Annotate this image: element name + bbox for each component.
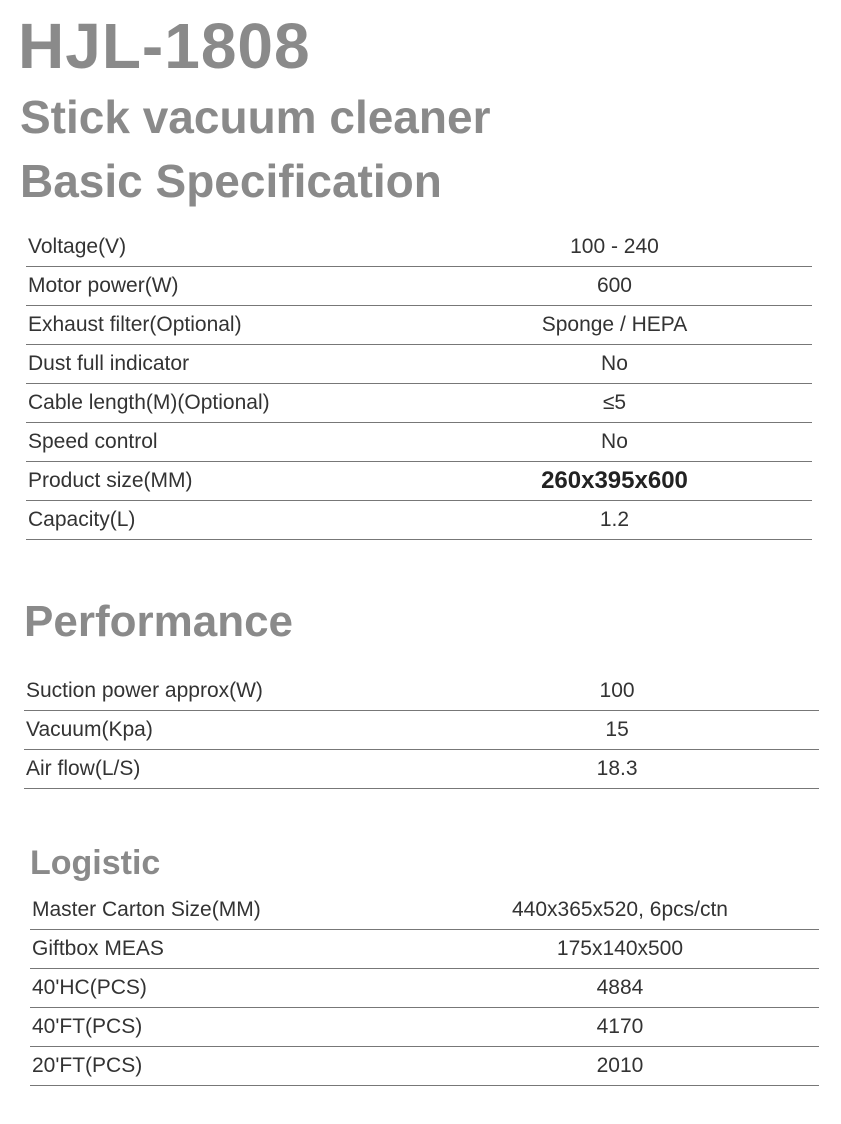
table-row: [30, 1047, 819, 1086]
table-row: [24, 672, 819, 711]
row-value: 4884: [421, 969, 819, 1008]
row-label: Speed control: [26, 423, 417, 462]
row-value: 18.3: [415, 750, 819, 789]
row-value: Sponge / HEPA: [417, 306, 812, 345]
row-label: Giftbox MEAS: [30, 930, 421, 969]
logistic-heading: Logistic: [30, 844, 161, 882]
row-label: Cable length(M)(Optional): [26, 384, 417, 423]
row-label: 20'FT(PCS): [30, 1047, 421, 1086]
table-row: [26, 501, 812, 540]
row-value: 1.2: [417, 501, 812, 540]
row-label: Capacity(L): [26, 501, 417, 540]
row-value: 600: [417, 267, 812, 306]
table-row: [24, 750, 819, 789]
row-value: 260x395x600: [417, 462, 812, 501]
row-value: 100: [415, 672, 819, 711]
row-value: No: [417, 345, 812, 384]
table-row: [24, 711, 819, 750]
table-row: [26, 462, 812, 501]
model-number: HJL-1808: [18, 10, 311, 82]
row-value: 440x365x520, 6pcs/ctn: [421, 891, 819, 930]
table-row: [26, 384, 812, 423]
table-row: [26, 423, 812, 462]
row-label: Vacuum(Kpa): [24, 711, 415, 750]
row-label: Dust full indicator: [26, 345, 417, 384]
row-label: 40'FT(PCS): [30, 1008, 421, 1047]
row-value: 100 - 240: [417, 228, 812, 267]
row-label: Master Carton Size(MM): [30, 891, 421, 930]
basic-spec-table: [26, 228, 812, 540]
table-row: [30, 969, 819, 1008]
table-row: [30, 930, 819, 969]
row-label: Voltage(V): [26, 228, 417, 267]
table-row: [26, 306, 812, 345]
row-value: 2010: [421, 1047, 819, 1086]
row-value: 15: [415, 711, 819, 750]
performance-table: [24, 672, 819, 789]
row-label: Exhaust filter(Optional): [26, 306, 417, 345]
logistic-table: [30, 891, 819, 1086]
table-row: [26, 267, 812, 306]
product-name: Stick vacuum cleaner: [20, 91, 491, 143]
table-row: [26, 345, 812, 384]
row-value: ≤5: [417, 384, 812, 423]
basic-spec-heading: Basic Specification: [20, 155, 442, 207]
row-value: 175x140x500: [421, 930, 819, 969]
row-label: Product size(MM): [26, 462, 417, 501]
row-label: Air flow(L/S): [24, 750, 415, 789]
table-row: [26, 228, 812, 267]
table-row: [30, 891, 819, 930]
row-label: 40'HC(PCS): [30, 969, 421, 1008]
row-label: Motor power(W): [26, 267, 417, 306]
row-value: No: [417, 423, 812, 462]
performance-heading: Performance: [24, 597, 294, 646]
row-label: Suction power approx(W): [24, 672, 415, 711]
table-row: [30, 1008, 819, 1047]
row-value: 4170: [421, 1008, 819, 1047]
